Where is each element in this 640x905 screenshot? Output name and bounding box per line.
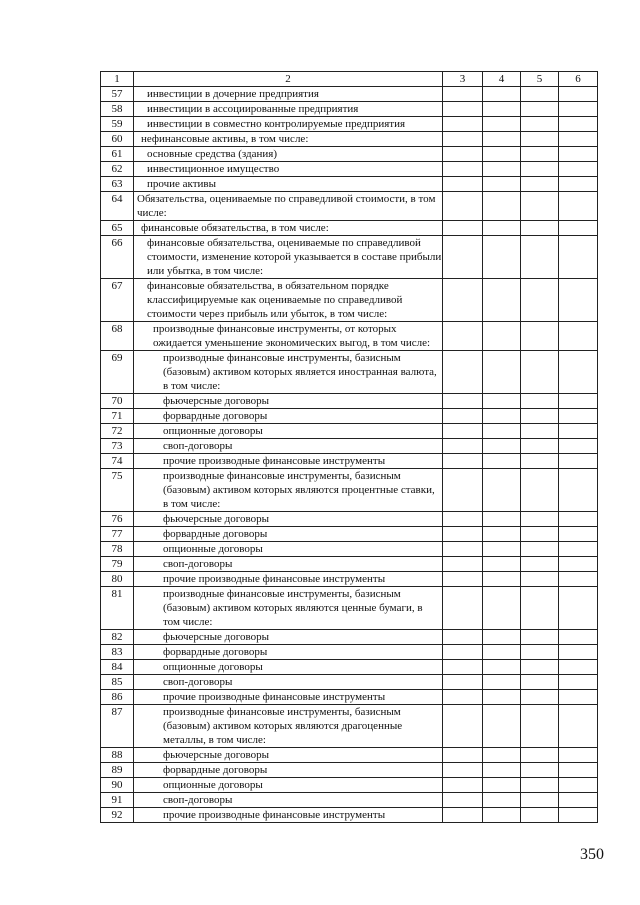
- value-cell-col-6[interactable]: [559, 192, 598, 221]
- value-cell-col-3[interactable]: [443, 469, 483, 512]
- value-cell-col-4[interactable]: [483, 705, 521, 748]
- value-cell-col-4[interactable]: [483, 512, 521, 527]
- table-row: [101, 279, 598, 322]
- value-cell-col-3[interactable]: [443, 322, 483, 351]
- table-row: [101, 409, 598, 424]
- value-cell-col-5[interactable]: [521, 192, 559, 221]
- value-cell-col-5[interactable]: [521, 645, 559, 660]
- value-cell-col-6[interactable]: [559, 705, 598, 748]
- row-number: 65: [101, 221, 134, 236]
- value-cell-col-4[interactable]: [483, 748, 521, 763]
- row-number: 82: [101, 630, 134, 645]
- table-row: [101, 630, 598, 645]
- value-cell-col-5[interactable]: [521, 454, 559, 469]
- table-row: [101, 527, 598, 542]
- value-cell-col-6[interactable]: [559, 645, 598, 660]
- value-cell-col-3[interactable]: [443, 630, 483, 645]
- row-number: 80: [101, 572, 134, 587]
- value-cell-col-5[interactable]: [521, 587, 559, 630]
- value-cell-col-6[interactable]: [559, 512, 598, 527]
- value-cell-col-4[interactable]: [483, 147, 521, 162]
- value-cell-col-5[interactable]: [521, 87, 559, 102]
- table-row: [101, 147, 598, 162]
- value-cell-col-3[interactable]: [443, 512, 483, 527]
- value-cell-col-4[interactable]: [483, 322, 521, 351]
- value-cell-col-6[interactable]: [559, 542, 598, 557]
- value-cell-col-6[interactable]: [559, 630, 598, 645]
- value-cell-col-5[interactable]: [521, 102, 559, 117]
- header-col-1: 1: [101, 72, 134, 87]
- value-cell-col-5[interactable]: [521, 221, 559, 236]
- value-cell-col-4[interactable]: [483, 557, 521, 572]
- row-number: 61: [101, 147, 134, 162]
- value-cell-col-3[interactable]: [443, 675, 483, 690]
- value-cell-col-3[interactable]: [443, 705, 483, 748]
- header-col-6: 6: [559, 72, 598, 87]
- row-label: прочие производные финансовые инструменты: [134, 808, 443, 823]
- header-col-5: 5: [521, 72, 559, 87]
- value-cell-col-4[interactable]: [483, 630, 521, 645]
- row-label: фьючерсные договоры: [134, 512, 443, 527]
- table-body: [101, 87, 598, 823]
- value-cell-col-5[interactable]: [521, 132, 559, 147]
- row-number: 76: [101, 512, 134, 527]
- value-cell-col-5[interactable]: [521, 660, 559, 675]
- table-header-row: [101, 72, 598, 87]
- row-label: фьючерсные договоры: [134, 630, 443, 645]
- row-label: финансовые обязательства, оцениваемые по справедливой стоимости, изменение которой указывается в составе прибыли или убытка, в том числе:: [134, 236, 443, 279]
- row-number: 87: [101, 705, 134, 748]
- row-number: 70: [101, 394, 134, 409]
- value-cell-col-5[interactable]: [521, 236, 559, 279]
- table-row: [101, 192, 598, 221]
- value-cell-col-5[interactable]: [521, 512, 559, 527]
- value-cell-col-5[interactable]: [521, 527, 559, 542]
- value-cell-col-4[interactable]: [483, 394, 521, 409]
- table-row: [101, 675, 598, 690]
- header-col-2: 2: [134, 72, 443, 87]
- row-number: 84: [101, 660, 134, 675]
- value-cell-col-5[interactable]: [521, 557, 559, 572]
- value-cell-col-3[interactable]: [443, 690, 483, 705]
- value-cell-col-5[interactable]: [521, 690, 559, 705]
- table-row: [101, 793, 598, 808]
- table-row: [101, 102, 598, 117]
- value-cell-col-3[interactable]: [443, 557, 483, 572]
- value-cell-col-4[interactable]: [483, 87, 521, 102]
- table-row: [101, 117, 598, 132]
- table-row: [101, 221, 598, 236]
- row-label: прочие производные финансовые инструменты: [134, 454, 443, 469]
- value-cell-col-6[interactable]: [559, 102, 598, 117]
- row-label: опционные договоры: [134, 778, 443, 793]
- row-number: 59: [101, 117, 134, 132]
- value-cell-col-3[interactable]: [443, 394, 483, 409]
- value-cell-col-6[interactable]: [559, 557, 598, 572]
- value-cell-col-5[interactable]: [521, 630, 559, 645]
- value-cell-col-6[interactable]: [559, 409, 598, 424]
- row-label: форвардные договоры: [134, 645, 443, 660]
- value-cell-col-6[interactable]: [559, 132, 598, 147]
- row-label: форвардные договоры: [134, 527, 443, 542]
- value-cell-col-3[interactable]: [443, 660, 483, 675]
- value-cell-col-6[interactable]: [559, 527, 598, 542]
- value-cell-col-4[interactable]: [483, 279, 521, 322]
- row-label: Обязательства, оцениваемые по справедливой стоимости, в том числе:: [134, 192, 443, 221]
- value-cell-col-4[interactable]: [483, 236, 521, 279]
- value-cell-col-4[interactable]: [483, 409, 521, 424]
- table-row: [101, 705, 598, 748]
- value-cell-col-4[interactable]: [483, 117, 521, 132]
- row-label: инвестиции в совместно контролируемые предприятия: [134, 117, 443, 132]
- row-label: опционные договоры: [134, 424, 443, 439]
- value-cell-col-3[interactable]: [443, 117, 483, 132]
- row-number: 66: [101, 236, 134, 279]
- value-cell-col-6[interactable]: [559, 394, 598, 409]
- value-cell-col-4[interactable]: [483, 793, 521, 808]
- value-cell-col-5[interactable]: [521, 778, 559, 793]
- value-cell-col-3[interactable]: [443, 778, 483, 793]
- row-number: 91: [101, 793, 134, 808]
- row-number: 92: [101, 808, 134, 823]
- value-cell-col-5[interactable]: [521, 439, 559, 454]
- value-cell-col-4[interactable]: [483, 572, 521, 587]
- value-cell-col-5[interactable]: [521, 424, 559, 439]
- row-label: опционные договоры: [134, 542, 443, 557]
- value-cell-col-5[interactable]: [521, 808, 559, 823]
- value-cell-col-3[interactable]: [443, 439, 483, 454]
- value-cell-col-3[interactable]: [443, 177, 483, 192]
- value-cell-col-6[interactable]: [559, 748, 598, 763]
- table-row: [101, 439, 598, 454]
- row-label: форвардные договоры: [134, 763, 443, 778]
- value-cell-col-6[interactable]: [559, 177, 598, 192]
- value-cell-col-6[interactable]: [559, 454, 598, 469]
- row-label: своп-договоры: [134, 557, 443, 572]
- value-cell-col-6[interactable]: [559, 147, 598, 162]
- row-label: инвестиции в дочерние предприятия: [134, 87, 443, 102]
- value-cell-col-4[interactable]: [483, 351, 521, 394]
- table-row: [101, 512, 598, 527]
- table-row: [101, 394, 598, 409]
- row-number: 64: [101, 192, 134, 221]
- row-number: 69: [101, 351, 134, 394]
- row-label: фьючерсные договоры: [134, 394, 443, 409]
- value-cell-col-6[interactable]: [559, 87, 598, 102]
- value-cell-col-3[interactable]: [443, 793, 483, 808]
- value-cell-col-3[interactable]: [443, 542, 483, 557]
- value-cell-col-3[interactable]: [443, 147, 483, 162]
- value-cell-col-6[interactable]: [559, 322, 598, 351]
- value-cell-col-3[interactable]: [443, 572, 483, 587]
- row-number: 68: [101, 322, 134, 351]
- table-row: [101, 351, 598, 394]
- value-cell-col-3[interactable]: [443, 221, 483, 236]
- table-row: [101, 748, 598, 763]
- value-cell-col-5[interactable]: [521, 117, 559, 132]
- row-number: 74: [101, 454, 134, 469]
- value-cell-col-4[interactable]: [483, 424, 521, 439]
- value-cell-col-3[interactable]: [443, 87, 483, 102]
- value-cell-col-5[interactable]: [521, 469, 559, 512]
- value-cell-col-6[interactable]: [559, 763, 598, 778]
- table-row: [101, 778, 598, 793]
- value-cell-col-4[interactable]: [483, 221, 521, 236]
- table-row: [101, 469, 598, 512]
- value-cell-col-4[interactable]: [483, 778, 521, 793]
- row-number: 63: [101, 177, 134, 192]
- row-label: нефинансовые активы, в том числе:: [134, 132, 443, 147]
- value-cell-col-4[interactable]: [483, 542, 521, 557]
- value-cell-col-6[interactable]: [559, 587, 598, 630]
- value-cell-col-5[interactable]: [521, 279, 559, 322]
- value-cell-col-5[interactable]: [521, 763, 559, 778]
- row-number: 75: [101, 469, 134, 512]
- row-number: 73: [101, 439, 134, 454]
- value-cell-col-3[interactable]: [443, 162, 483, 177]
- value-cell-col-4[interactable]: [483, 192, 521, 221]
- row-number: 90: [101, 778, 134, 793]
- row-label: финансовые обязательства, в том числе:: [134, 221, 443, 236]
- value-cell-col-5[interactable]: [521, 748, 559, 763]
- value-cell-col-5[interactable]: [521, 351, 559, 394]
- value-cell-col-4[interactable]: [483, 102, 521, 117]
- value-cell-col-6[interactable]: [559, 351, 598, 394]
- table-row: [101, 424, 598, 439]
- row-number: 72: [101, 424, 134, 439]
- value-cell-col-6[interactable]: [559, 162, 598, 177]
- row-number: 67: [101, 279, 134, 322]
- value-cell-col-6[interactable]: [559, 439, 598, 454]
- value-cell-col-6[interactable]: [559, 424, 598, 439]
- table-row: [101, 322, 598, 351]
- value-cell-col-4[interactable]: [483, 454, 521, 469]
- row-label: своп-договоры: [134, 793, 443, 808]
- value-cell-col-5[interactable]: [521, 542, 559, 557]
- row-label: основные средства (здания): [134, 147, 443, 162]
- value-cell-col-4[interactable]: [483, 177, 521, 192]
- table-row: [101, 177, 598, 192]
- row-label: прочие производные финансовые инструменты: [134, 572, 443, 587]
- table-row: [101, 454, 598, 469]
- row-label: фьючерсные договоры: [134, 748, 443, 763]
- table-row: [101, 236, 598, 279]
- value-cell-col-3[interactable]: [443, 351, 483, 394]
- row-number: 78: [101, 542, 134, 557]
- row-number: 85: [101, 675, 134, 690]
- value-cell-col-6[interactable]: [559, 469, 598, 512]
- row-number: 79: [101, 557, 134, 572]
- value-cell-col-6[interactable]: [559, 572, 598, 587]
- row-label: своп-договоры: [134, 439, 443, 454]
- table-row: [101, 132, 598, 147]
- row-label: своп-договоры: [134, 675, 443, 690]
- value-cell-col-4[interactable]: [483, 660, 521, 675]
- value-cell-col-3[interactable]: [443, 587, 483, 630]
- row-label: инвестиционное имущество: [134, 162, 443, 177]
- value-cell-col-6[interactable]: [559, 236, 598, 279]
- table-row: [101, 587, 598, 630]
- row-number: 57: [101, 87, 134, 102]
- table-row: [101, 162, 598, 177]
- page-number: 350: [580, 846, 604, 863]
- value-cell-col-4[interactable]: [483, 808, 521, 823]
- header-col-4: 4: [483, 72, 521, 87]
- table-row: [101, 87, 598, 102]
- value-cell-col-6[interactable]: [559, 221, 598, 236]
- value-cell-col-4[interactable]: [483, 439, 521, 454]
- row-label: производные финансовые инструменты, базисным (базовым) активом которых является иностранная валюта, в том числе:: [134, 351, 443, 394]
- value-cell-col-4[interactable]: [483, 469, 521, 512]
- value-cell-col-6[interactable]: [559, 778, 598, 793]
- value-cell-col-4[interactable]: [483, 527, 521, 542]
- value-cell-col-3[interactable]: [443, 132, 483, 147]
- row-label: производные финансовые инструменты, базисным (базовым) активом которых являются процентные ставки, в том числе:: [134, 469, 443, 512]
- row-label: опционные договоры: [134, 660, 443, 675]
- value-cell-col-5[interactable]: [521, 394, 559, 409]
- row-number: 83: [101, 645, 134, 660]
- table-row: [101, 808, 598, 823]
- table-row: [101, 660, 598, 675]
- value-cell-col-5[interactable]: [521, 162, 559, 177]
- value-cell-col-3[interactable]: [443, 236, 483, 279]
- table-row: [101, 572, 598, 587]
- value-cell-col-3[interactable]: [443, 808, 483, 823]
- value-cell-col-5[interactable]: [521, 147, 559, 162]
- value-cell-col-6[interactable]: [559, 660, 598, 675]
- value-cell-col-5[interactable]: [521, 572, 559, 587]
- value-cell-col-3[interactable]: [443, 192, 483, 221]
- row-number: 89: [101, 763, 134, 778]
- value-cell-col-6[interactable]: [559, 793, 598, 808]
- table-row: [101, 557, 598, 572]
- value-cell-col-4[interactable]: [483, 690, 521, 705]
- value-cell-col-4[interactable]: [483, 587, 521, 630]
- value-cell-col-5[interactable]: [521, 793, 559, 808]
- row-label: прочие активы: [134, 177, 443, 192]
- row-label: финансовые обязательства, в обязательном порядке классифицируемые как оцениваемые по справедливой стоимости через прибыль или убыток, в том числе:: [134, 279, 443, 322]
- value-cell-col-5[interactable]: [521, 322, 559, 351]
- value-cell-col-3[interactable]: [443, 424, 483, 439]
- value-cell-col-3[interactable]: [443, 102, 483, 117]
- row-label: производные финансовые инструменты, базисным (базовым) активом которых являются ценные бумаги, в том числе:: [134, 587, 443, 630]
- row-number: 77: [101, 527, 134, 542]
- row-number: 60: [101, 132, 134, 147]
- row-label: производные финансовые инструменты, базисным (базовым) активом которых являются драгоценные металлы, в том числе:: [134, 705, 443, 748]
- value-cell-col-6[interactable]: [559, 808, 598, 823]
- report-table: [100, 71, 598, 823]
- row-label: инвестиции в ассоциированные предприятия: [134, 102, 443, 117]
- row-number: 62: [101, 162, 134, 177]
- value-cell-col-6[interactable]: [559, 675, 598, 690]
- value-cell-col-3[interactable]: [443, 645, 483, 660]
- value-cell-col-4[interactable]: [483, 132, 521, 147]
- value-cell-col-4[interactable]: [483, 645, 521, 660]
- value-cell-col-3[interactable]: [443, 763, 483, 778]
- row-label: производные финансовые инструменты, от которых ожидается уменьшение экономических выгод, в том числе:: [134, 322, 443, 351]
- table-row: [101, 645, 598, 660]
- row-number: 81: [101, 587, 134, 630]
- value-cell-col-3[interactable]: [443, 748, 483, 763]
- value-cell-col-4[interactable]: [483, 162, 521, 177]
- row-label: прочие производные финансовые инструменты: [134, 690, 443, 705]
- value-cell-col-3[interactable]: [443, 454, 483, 469]
- value-cell-col-5[interactable]: [521, 177, 559, 192]
- row-number: 71: [101, 409, 134, 424]
- value-cell-col-5[interactable]: [521, 675, 559, 690]
- table-row: [101, 690, 598, 705]
- table-row: [101, 542, 598, 557]
- value-cell-col-4[interactable]: [483, 675, 521, 690]
- value-cell-col-3[interactable]: [443, 279, 483, 322]
- row-label: форвардные договоры: [134, 409, 443, 424]
- row-number: 88: [101, 748, 134, 763]
- row-number: 58: [101, 102, 134, 117]
- value-cell-col-3[interactable]: [443, 527, 483, 542]
- value-cell-col-6[interactable]: [559, 279, 598, 322]
- value-cell-col-4[interactable]: [483, 763, 521, 778]
- value-cell-col-3[interactable]: [443, 409, 483, 424]
- row-number: 86: [101, 690, 134, 705]
- value-cell-col-6[interactable]: [559, 690, 598, 705]
- table-row: [101, 763, 598, 778]
- value-cell-col-6[interactable]: [559, 117, 598, 132]
- header-col-3: 3: [443, 72, 483, 87]
- value-cell-col-5[interactable]: [521, 409, 559, 424]
- value-cell-col-5[interactable]: [521, 705, 559, 748]
